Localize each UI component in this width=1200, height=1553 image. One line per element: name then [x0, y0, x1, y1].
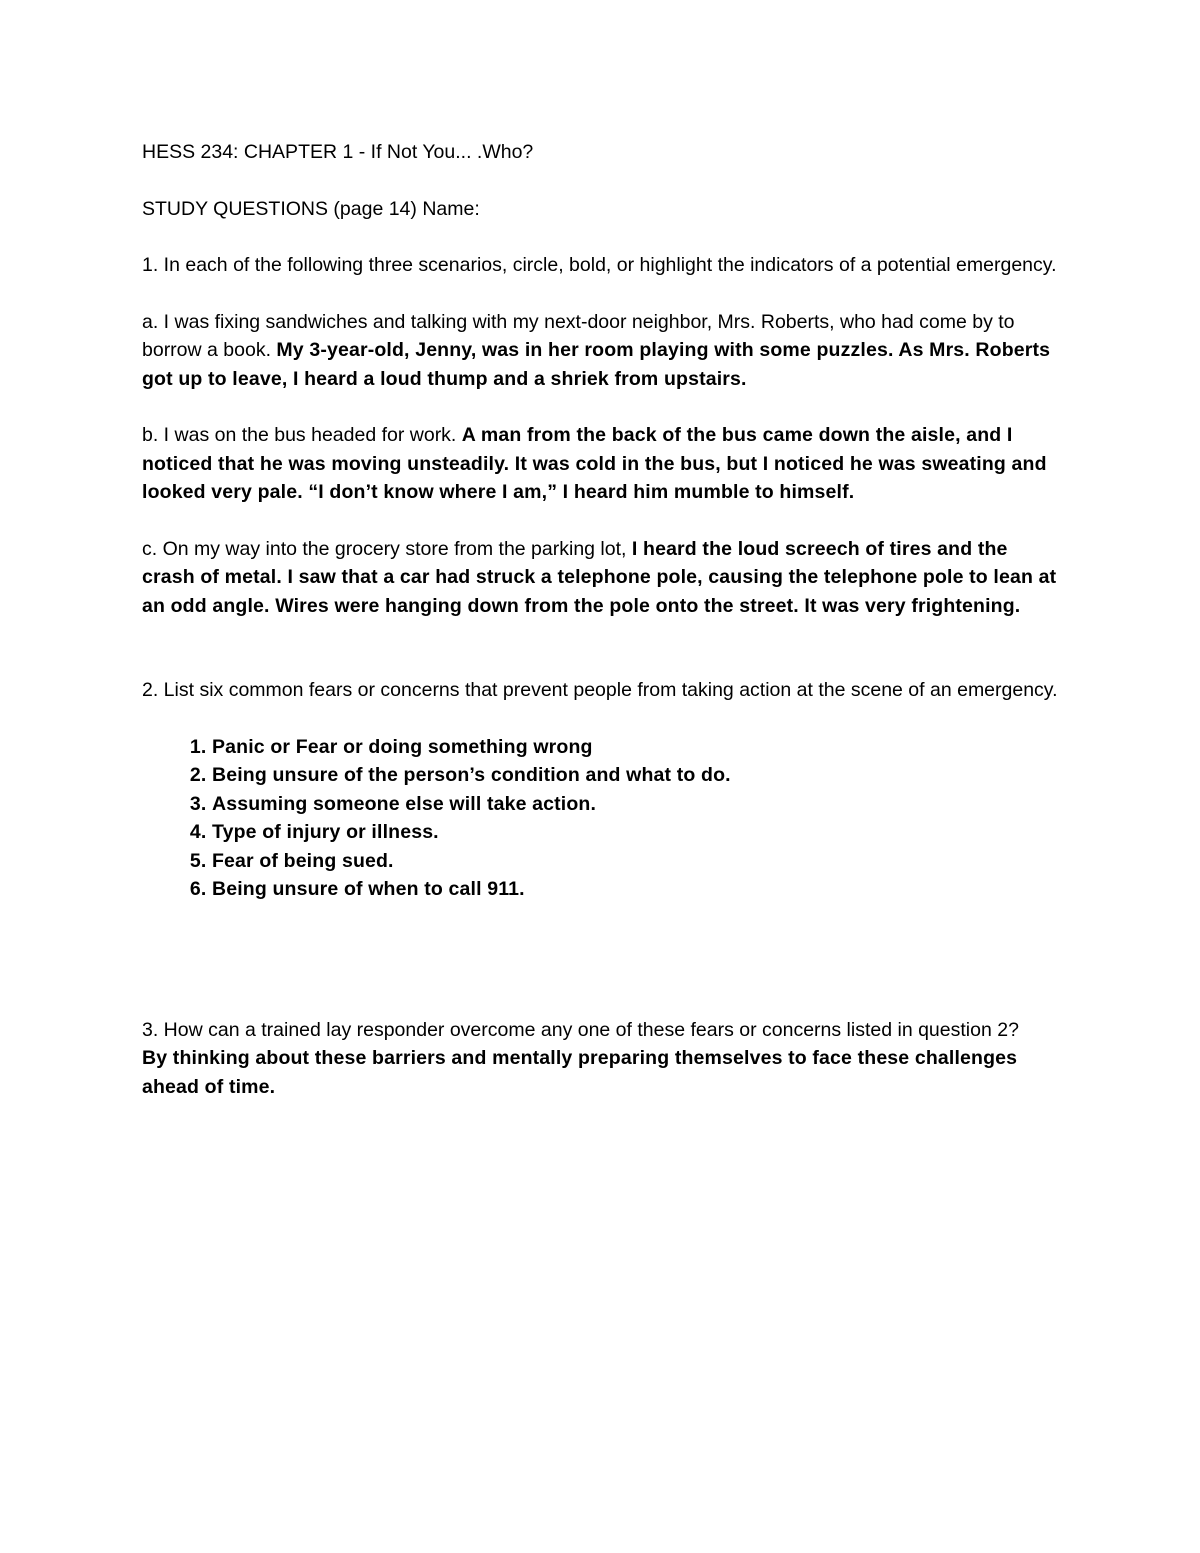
question-3-answer: By thinking about these barriers and mentally preparing themselves to face these challenges ahead of time.: [142, 1047, 1018, 1098]
document-subtitle: STUDY QUESTIONS (page 14) Name:: [142, 197, 480, 220]
list-item: 5. Fear of being sued.: [212, 847, 1062, 876]
scenario-a-indicators: My 3-year-old, Jenny, was in her room playing with some puzzles. As Mrs. Roberts got up to leave, I heard a loud thump and a shriek from upstairs.: [142, 339, 1051, 390]
question-1-prompt: 1. In each of the following three scenarios, circle, bold, or highlight the indicators of a potential emergency.: [142, 254, 1057, 276]
scenario-c-indicators: I heard the loud screech of tires and the crash of metal. I saw that a car had struck a telephone pole, causing the telephone pole to lean at an odd angle. Wires were hanging down from the pole onto the street. It was very frightening.: [142, 537, 1057, 617]
scenario-b: [142, 421, 1062, 507]
scenario-a: [142, 308, 1062, 394]
list-item: 3. Assuming someone else will take action.: [212, 790, 1062, 819]
question-2-prompt: 2. List six common fears or concerns that prevent people from taking action at the scene of an emergency.: [142, 679, 1058, 701]
scenario-c-text: c. On my way into the grocery store from the parking lot,: [142, 537, 632, 560]
fears-list: [142, 733, 1062, 904]
document-page: [142, 138, 1062, 1101]
scenario-c: [142, 535, 1062, 621]
question-3-prompt: 3. How can a trained lay responder overcome any one of these fears or concerns listed in question 2?: [142, 1018, 1019, 1041]
list-item: 6. Being unsure of when to call 911.: [212, 875, 1062, 904]
list-item: 4. Type of injury or illness.: [212, 818, 1062, 847]
document-title: HESS 234: CHAPTER 1 - If Not You... .Who?: [142, 141, 534, 163]
list-item: 2. Being unsure of the person’s condition and what to do.: [212, 761, 1062, 790]
scenario-a-text: a. I was fixing sandwiches and talking with my next-door neighbor, Mrs. Roberts, who had come by to borrow a book.: [142, 310, 1015, 361]
scenario-b-text: b. I was on the bus headed for work.: [142, 424, 462, 446]
list-item: 1. Panic or Fear or doing something wrong: [212, 733, 1062, 762]
scenario-b-indicators: A man from the back of the bus came down the aisle, and I noticed that he was moving unsteadily. It was cold in the bus, but I noticed he was sweating and looked very pale. “I don’t know where I am,” I heard him mumble to himself.: [142, 424, 1047, 503]
